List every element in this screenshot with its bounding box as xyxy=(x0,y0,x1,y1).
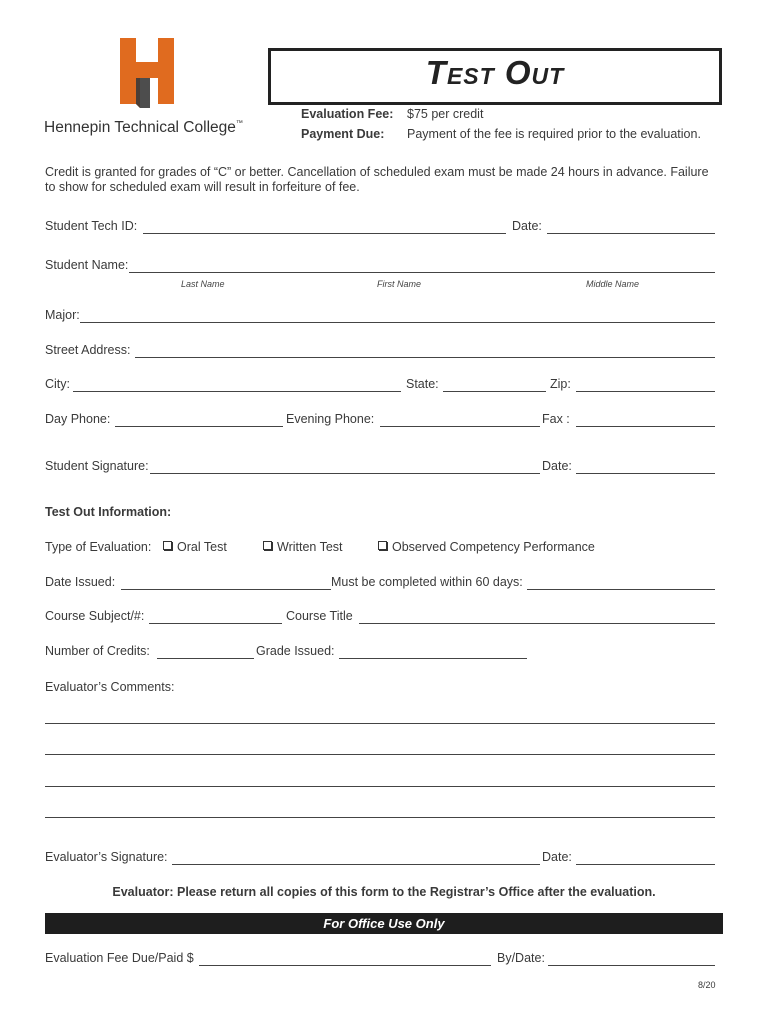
comments-line-2[interactable] xyxy=(45,754,715,755)
last-name-caption: Last Name xyxy=(181,279,225,289)
evening-phone-field[interactable] xyxy=(380,426,540,427)
day-phone-label: Day Phone: xyxy=(45,412,111,426)
student-name-field[interactable] xyxy=(129,272,715,273)
number-of-credits-label: Number of Credits: xyxy=(45,644,150,658)
observed-competency-label: Observed Competency Performance xyxy=(392,540,595,554)
state-label: State: xyxy=(406,377,439,391)
course-title-label: Course Title xyxy=(286,609,353,623)
evaluator-date-field[interactable] xyxy=(576,864,715,865)
city-label: City: xyxy=(45,377,70,391)
student-signature-date-field[interactable] xyxy=(576,473,715,474)
fax-label: Fax : xyxy=(542,412,570,426)
grade-issued-label: Grade Issued: xyxy=(256,644,335,658)
state-field[interactable] xyxy=(443,391,546,392)
observed-competency-checkbox[interactable] xyxy=(378,540,595,554)
zip-label: Zip: xyxy=(550,377,571,391)
student-signature-field[interactable] xyxy=(150,473,540,474)
college-logo-icon xyxy=(120,38,174,108)
middle-name-caption: Middle Name xyxy=(586,279,640,289)
course-subject-label: Course Subject/#: xyxy=(45,609,145,623)
city-field[interactable] xyxy=(73,391,401,392)
oral-test-label: Oral Test xyxy=(177,540,227,554)
evening-phone-label: Evening Phone: xyxy=(286,412,375,426)
eval-fee-label: Evaluation Fee: xyxy=(301,107,394,121)
course-subject-field[interactable] xyxy=(149,623,282,624)
must-complete-field[interactable] xyxy=(527,589,715,590)
number-of-credits-field[interactable] xyxy=(157,658,254,659)
form-version-code: 8/20 xyxy=(698,980,716,990)
student-signature-date-label: Date: xyxy=(542,459,572,473)
major-field[interactable] xyxy=(80,322,715,323)
payment-due-label: Payment Due: xyxy=(301,127,385,141)
by-date-label: By/Date: xyxy=(497,951,545,965)
intro-line-2: to show for scheduled exam will result in forfeiture of fee. xyxy=(45,180,360,194)
evaluator-signature-field[interactable] xyxy=(172,864,540,865)
date-issued-label: Date Issued: xyxy=(45,575,116,589)
student-name-label: Student Name: xyxy=(45,258,129,272)
office-use-banner-text: For Office Use Only xyxy=(323,916,445,931)
page-title: Test Out xyxy=(425,54,565,91)
zip-field[interactable] xyxy=(576,391,715,392)
street-address-label: Street Address: xyxy=(45,343,131,357)
major-label: Major: xyxy=(45,308,80,322)
evaluation-fee-due-field[interactable] xyxy=(199,965,491,966)
must-complete-label: Must be completed within 60 days: xyxy=(331,575,523,589)
oral-test-checkbox[interactable] xyxy=(163,540,227,554)
evaluation-fee-due-label: Evaluation Fee Due/Paid $ xyxy=(45,951,194,965)
student-signature-label: Student Signature: xyxy=(45,459,149,473)
by-date-field[interactable] xyxy=(548,965,715,966)
payment-due-value: Payment of the fee is required prior to the evaluation. xyxy=(407,127,701,141)
college-name: Hennepin Technical College™ xyxy=(44,119,243,136)
evaluator-comments-label: Evaluator’s Comments: xyxy=(45,680,175,694)
intro-line-1: Credit is granted for grades of “C” or better. Cancellation of scheduled exam must be made 24 hours in advance. Failure xyxy=(45,165,709,179)
comments-line-1[interactable] xyxy=(45,723,715,724)
test-out-heading: Test Out Information: xyxy=(45,505,172,519)
street-address-field[interactable] xyxy=(135,357,715,358)
date-issued-field[interactable] xyxy=(121,589,331,590)
date-label: Date: xyxy=(512,219,542,233)
day-phone-field[interactable] xyxy=(115,426,283,427)
grade-issued-field[interactable] xyxy=(339,658,527,659)
evaluator-date-label: Date: xyxy=(542,850,572,864)
written-test-checkbox[interactable] xyxy=(263,540,343,554)
course-title-field[interactable] xyxy=(359,623,715,624)
type-of-evaluation-label: Type of Evaluation: xyxy=(45,540,152,554)
comments-line-4[interactable] xyxy=(45,817,715,818)
student-tech-id-field[interactable] xyxy=(143,233,506,234)
written-test-label: Written Test xyxy=(277,540,343,554)
eval-fee-value: $75 per credit xyxy=(407,107,484,121)
date-field[interactable] xyxy=(547,233,715,234)
evaluator-signature-label: Evaluator’s Signature: xyxy=(45,850,168,864)
student-tech-id-label: Student Tech ID: xyxy=(45,219,138,233)
checkbox-icon xyxy=(378,541,387,550)
comments-line-3[interactable] xyxy=(45,786,715,787)
fax-field[interactable] xyxy=(576,426,715,427)
checkbox-icon xyxy=(163,541,172,550)
evaluator-instruction: Evaluator: Please return all copies of this form to the Registrar’s Office after the evaluation. xyxy=(112,885,656,899)
first-name-caption: First Name xyxy=(377,279,422,289)
checkbox-icon xyxy=(263,541,272,550)
